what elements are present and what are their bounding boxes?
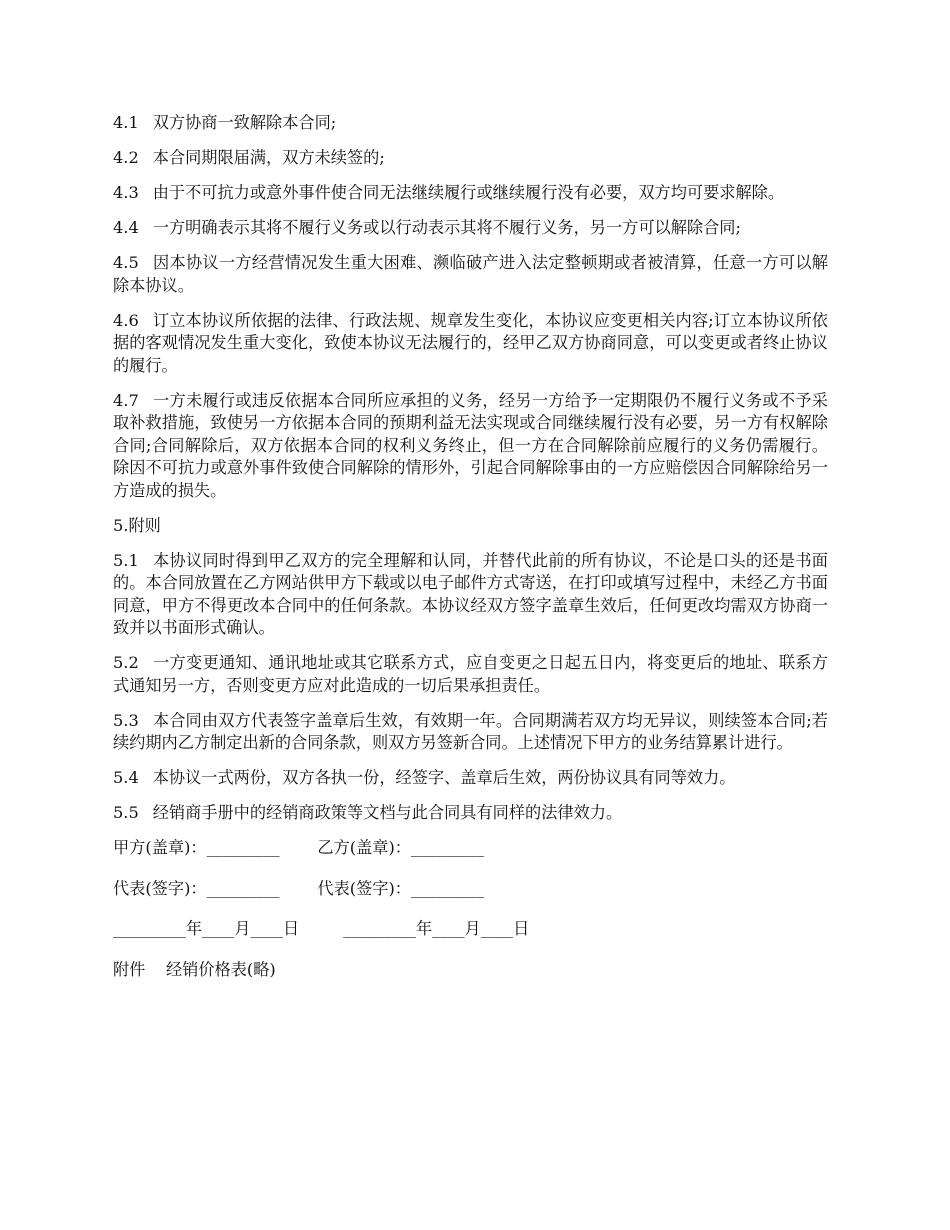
clauses-section-5 <box>113 550 828 825</box>
clause-text: 双方协商一致解除本合同; <box>152 113 337 132</box>
section-5-heading: 5.附则 <box>113 515 161 535</box>
clause-text: 本合同由双方代表签字盖章后生效，有效期一年。合同期满若双方均无异议，则续签本合同;若续约期内乙方制定出新的合同条款，则双方另签新合同。上述情况下甲方的业务结算累计进行。 <box>113 710 828 752</box>
party-a-date-line: _________年____月____日 <box>113 919 300 938</box>
clause-number: 5.5 <box>113 803 139 822</box>
party-b-date-line: _________年____月____日 <box>343 919 530 938</box>
clause-4-1 <box>113 112 828 135</box>
clause-number: 4.3 <box>113 183 139 202</box>
clause-text: 经销商手册中的经销商政策等文档与此合同具有同样的法律效力。 <box>152 803 623 822</box>
party-b-seal-line: 乙方(盖章)：_________ <box>317 838 484 857</box>
clause-text: 本协议一式两份，双方各执一份，经签字、盖章后生效，两份协议具有同等效力。 <box>152 768 736 787</box>
signature-block <box>113 837 828 941</box>
clause-text: 订立本协议所依据的法律、行政法规、规章发生变化，本协议应变更相关内容;订立本协议所依据的客观情况发生重大变化，致使本协议无法履行的，经甲乙双方协商同意，可以变更或者终止协议的履行。 <box>113 310 828 375</box>
clause-4-4 <box>113 217 828 240</box>
clause-text: 一方未履行或违反依据本合同所应承担的义务，经另一方给予一定期限仍不履行义务或不予采取补救措施，致使另一方依据本合同的预期利益无法实现或合同继续履行没有必要，另一方有权解除合同;合同解除后，双方依据本合同的权利义务终止，但一方在合同解除前应履行的义务仍需履行。除因不可抗力或意外事件致使合同解除的情形外，引起合同解除事由的一方应赔偿因合同解除给另一方造成的损失。 <box>113 390 828 500</box>
clause-number: 4.6 <box>113 310 139 330</box>
seal-row <box>113 837 828 860</box>
clause-text: 由于不可抗力或意外事件使合同无法继续履行或继续履行没有必要，双方均可要求解除。 <box>152 183 785 202</box>
clause-5-4 <box>113 767 828 790</box>
clause-text: 本合同期限届满，双方未续签的; <box>152 148 385 167</box>
party-a-rep-line: 代表(签字)：_________ <box>113 878 280 898</box>
clause-number: 4.5 <box>113 253 139 272</box>
clause-text: 因本协议一方经营情况发生重大困难、濒临破产进入法定整顿期或者被清算，任意一方可以解除本协议。 <box>113 253 828 295</box>
clause-5-2 <box>113 652 828 697</box>
clause-number: 5.4 <box>113 768 139 787</box>
party-b-rep-line: 代表(签字)：_________ <box>317 878 484 898</box>
clause-number: 4.1 <box>113 113 139 132</box>
clause-5-3 <box>113 710 828 755</box>
clause-number: 4.7 <box>113 390 139 410</box>
clause-text: 一方变更通知、通讯地址或其它联系方式，应自变更之日起五日内，将变更后的地址、联系方式通知另一方，否则变更方应对此造成的一切后果承担责任。 <box>113 653 828 695</box>
clause-4-3 <box>113 182 828 205</box>
clause-4-6 <box>113 310 828 378</box>
clause-5-1 <box>113 550 828 640</box>
date-row <box>113 918 828 941</box>
clause-number: 5.3 <box>113 710 139 730</box>
clause-4-2 <box>113 147 828 170</box>
clause-text: 本协议同时得到甲乙双方的完全理解和认同，并替代此前的所有协议，不论是口头的还是书面的。本合同放置在乙方网站供甲方下载或以电子邮件方式寄送，在打印或填写过程中，未经乙方书面同意，甲方不得更改本合同中的任何条款。本协议经双方签字盖章生效后，任何更改均需双方协商一致并以书面形式确认。 <box>113 550 828 637</box>
clause-4-5 <box>113 252 828 297</box>
clause-number: 4.2 <box>113 148 139 167</box>
appendix-line: 附件 经销价格表(略) <box>113 959 276 979</box>
clauses-section-4 <box>113 112 828 502</box>
clause-number: 4.4 <box>113 218 139 237</box>
contract-page <box>113 112 828 981</box>
clause-text: 一方明确表示其将不履行义务或以行动表示其将不履行义务，另一方可以解除合同; <box>152 218 741 237</box>
clause-number: 5.2 <box>113 653 139 672</box>
clause-4-7 <box>113 390 828 503</box>
clause-5-5 <box>113 802 828 825</box>
clause-number: 5.1 <box>113 550 139 570</box>
representative-row <box>113 878 828 901</box>
party-a-seal-line: 甲方(盖章)：_________ <box>113 838 280 857</box>
